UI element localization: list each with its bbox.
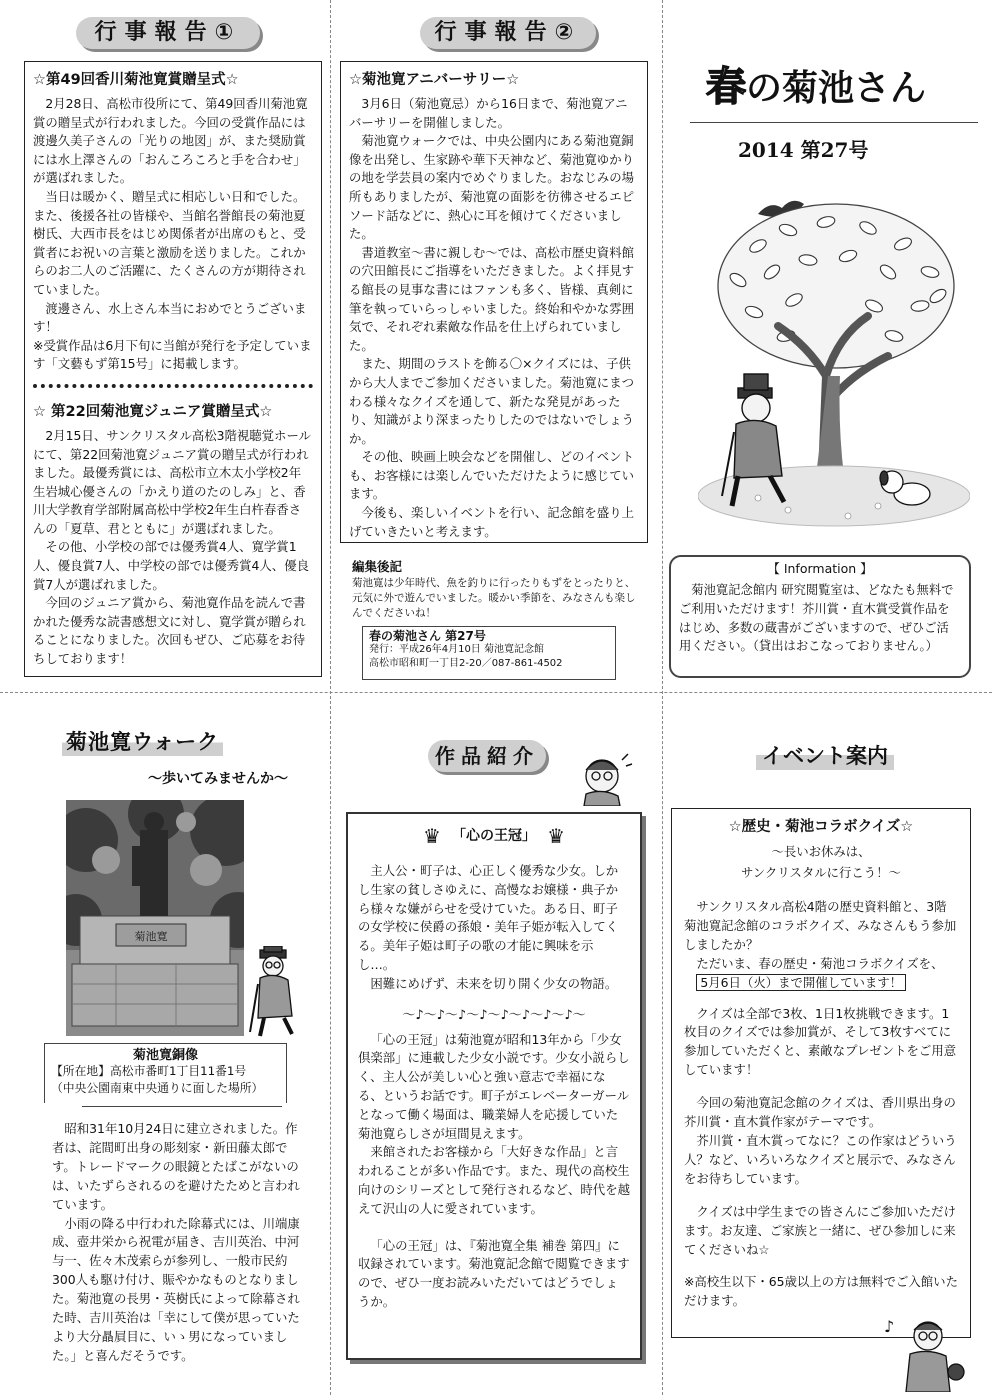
statue-location-note: （中央公園南東中央通りに面した場所） [51,1081,264,1095]
report2-title: ☆菊池寛アニバーサリー☆ [349,72,520,88]
page-fold-line [0,692,992,693]
walk-p2: 小雨の降る中行われた除幕式には、川端康成、壺井栄から祝電が届き、吉川英治、中河与一、佐々木茂索らが参列し、一般市民約300人も駆け付け、賑やかなものとなりました。菊池寛の長男・英樹氏によって除幕された時、吉川英治は「幸にして僕が思っていたより大分贔屓目に、いゝ男になっていました。」と喜んだそうです。 [52,1215,300,1363]
statue-location: 【所在地】高松市番町1丁目11番1号 [51,1064,247,1078]
report1-article2-p3: 今回のジュニア賞から、菊池寛作品を読んで書かれた優秀な読書感想文に対し、寛学賞が贈られることになりました。次回もぜひ、ご応募をお待ちしております！ [33,595,306,667]
report1-article1-p2: 当日は暖かく、贈呈式に相応しい日和でした。また、後援各社の皆様や、当館名誉館長の菊池夏樹氏、大西市長をはじめ関係者が出席のもと、受賞者にお祝いの言葉と激励を送りました。これからのお二人のご活躍に、たくさんの方が期待されていました。 [33,188,306,297]
svg-text:菊池寛: 菊池寛 [134,930,168,943]
masthead-title [706,62,926,114]
masthead-title-rest: の菊池さん [746,68,927,109]
works-wave-divider: ～♪～♪～♪～♪～♪～♪～♪～♪～ [402,1007,586,1023]
walk-heading: 菊池寛ウォーク [62,726,223,756]
walk-p1: 昭和31年10月24日に建立されました。作者は、詫間町出身の彫刻家・新田藤太郎です。トレードマークの眼鏡とたばこがないのは、いたずらされるのを避けたためと言われています。 [52,1121,300,1212]
report2-p1: 3月6日（菊池寛忌）から16日まで、菊池寛アニバーサリーを開催しました。 [349,96,628,130]
crown-icon: ♛ [547,824,566,848]
works-title: 「心の王冠」 [452,828,536,844]
report1-article1-p3: 渡邊さん、水上さん本当におめでとうございます！ [33,300,307,335]
works-box [346,812,642,1360]
report2-heading: 行事報告② [420,17,596,49]
information-box [669,555,971,678]
statue-info-rule [82,1106,282,1107]
event-p1: サンクリスタル高松4階の歴史資料館と、3階菊池寛記念館のコラボクイズ、みなさんもう参加しましたか？ [684,899,957,952]
report1-article1-p1: 2月28日、高松市役所にて、第49回香川菊池寛賞の贈呈式が行われました。今回の受賞作品には渡邊久美子さんの「光りの地図」が、また奨励賞には水上澤さんの「おんころころと手を合わせ」が選ばれました。 [33,96,308,186]
event-highlight: 5月6日（火）まで開催しています！ [696,974,906,991]
event-sub1: ～長いお休みは、 [771,844,871,859]
event-p6: クイズは中学生までの皆さんにご参加いただけます。お友達、ご家族と一緒に、ぜひ参加しに来てくださいね☆ [684,1203,956,1257]
report2-box [340,61,648,543]
event-spacer-4 [684,1259,958,1273]
report1-separator [33,384,313,388]
crown-icon: ♛ [422,824,441,848]
walk-subtitle: ～歩いてみませんか～ [148,771,288,787]
works-heading: 作品紹介 [428,740,546,772]
works-p5: 「心の王冠」は、『菊池寛全集 補巻 第四』に収録されています。菊池寛記念館で閲覧できますので、ぜひ一度お読みいただいてはどうでしょうか。 [358,1237,630,1309]
event-note: ※高校生以下・65歳以上の方は無料でご入館いただけます。 [684,1274,958,1309]
event-heading: イベント案内 [756,740,894,770]
event-spacer-1 [684,993,958,1005]
event-spacer-3 [684,1189,958,1203]
cartoon-man-illustration [248,946,304,1038]
cartoon-thinking-illustration [572,750,634,806]
information-caption: 【 Information 】 [767,561,873,576]
svg-text:♪: ♪ [884,1317,895,1336]
masthead-issue: 2014 第27号 [738,138,869,162]
report1-heading: 行事報告① [76,17,260,49]
statue-info-box [44,1043,287,1103]
report2-p2: 菊池寛ウォークでは、中央公園内にある菊池寛銅像を出発し、生家跡や華下天神など、菊池寛ゆかりの地を学芸員の案内でめぐりました。おなじみの場所もありましたが、菊池寛の面影を彷彿させるエピソード話などに、熱心に耳を傾けてくださいました。 [349,133,634,242]
report2-p5: その他、映画上映会などを開催し、どのイベントも、お客様には楽しんでいただけたように感じています。 [349,449,634,502]
works-p3: 「心の王冠」は菊池寛が昭和13年から「少女倶楽部」に連載した少女小説です。少女小説らしく、主人公が美しい心と強い意志で幸福になる、というお話です。町子がエレベーターガールとなって働く場面は、職業婦人を応援していた菊池寛らしさが垣間見えます。 [358,1031,630,1141]
walk-body [52,1120,306,1366]
report2-p3: 書道教室～書に親しむ～では、高松市歴史資料館の穴田館長にご指導をいただきました。よく拝見する館長の見事な書にはファンも多く、皆様、真剣に筆を執っていらっしゃいました。終始和やかな雰囲気で、それぞれ素敵な作品を仕上げられていました。 [349,244,634,353]
colophon-title: 春の菊池さん 第27号 [369,629,486,643]
colophon-line1: 発行：平成26年4月10日 菊池寛記念館 [369,644,544,655]
works-title-row [358,824,630,848]
report1-article1-title: ☆第49回香川菊池寛賞贈呈式☆ [33,72,239,88]
colophon-line2: 高松市昭和町一丁目2-20／087-861-4502 [369,658,563,669]
event-box [671,808,971,1338]
tree-illustration [698,176,970,532]
editor-note-text: 菊池寛は少年時代、魚を釣りに行ったりもずをとったりと、元気に外で遊んでいました。暖かい季節を、みなさんも楽しんでくださいね！ [352,577,636,619]
event-p5: 芥川賞・直木賞ってなに？この作家はどういう人？など、いろいろなクイズと展示で、みなさんをお待ちしています。 [684,1132,957,1186]
works-p2: 困難にめげず、未来を切り開く少女の物語。 [370,975,618,991]
masthead-rule [690,122,978,123]
colophon [362,626,616,680]
column-divider-left [330,0,331,1395]
event-body [684,898,958,1311]
statue-photo [66,800,244,1036]
works-p4: 来館されたお客様から「大好きな作品」と言われることが多い作品です。また、現代の高校生向けのシリーズとして発行されるなど、時代を越えて沢山の人に愛されています。 [358,1144,630,1216]
report1-article2-p1: 2月15日、サンクリスタル高松3階視聴覚ホールにて、第22回菊池寛ジュニア賞の贈呈式が行われました。最優秀賞には、高松市立木太小学校2年生岩城心優さんの「かえり道のたのしみ」と、香川大学教育学部附属高松中学校2年生白杵春香さんの「夏草、君とともに」が選ばれました。 [33,427,311,536]
column-divider-right [662,0,663,1395]
event-p2: ただいま、春の歴史・菊池コラボクイズを、 [696,955,944,971]
report1-article2-p2: その他、小学校の部では優秀賞4人、寛学賞1人、優良賞7人、中学校の部では優秀賞4人、優良賞7人が選ばれました。 [33,539,309,592]
event-p4: 今回の菊池寛記念館のクイズは、香川県出身の芥川賞・直木賞作家がテーマです。 [684,1095,956,1130]
event-spacer-2 [684,1080,958,1094]
event-title: ☆歴史・菊池コラボクイズ☆ [728,819,914,835]
editor-note-title: 編集後記 [352,559,403,574]
information-text: 菊池寛記念館内 研究閲覧室は、どなたも無料でご利用いただけます！芥川賞・直木賞受賞作品をはじめ、多数の蔵書がございますので、ぜひご活用ください。（貸出はおこなっておりません。） [679,583,954,654]
event-p3: クイズは全部で3枚、1日1枚挑戦できます。1枚目のクイズでは参加賞が、そして3枚すべてに参加していただくと、素敵なプレゼントをご用意しています！ [684,1005,957,1078]
event-sub2: サンクリスタルに行こう！～ [741,865,901,880]
statue-title: 菊池寛銅像 [132,1048,198,1063]
works-spacer [358,1219,630,1237]
report1-article2-title: ☆ 第22回菊池寛ジュニア賞贈呈式☆ [33,403,273,420]
report2-p4: また、期間のラストを飾る〇×クイズには、子供から大人までご参加くださいました。菊池寛にまつわる様々なクイズを通して、新たな発見があったり、知識がより深まったりしたのではないでしょうか。 [349,356,634,446]
masthead-spring: 春 [706,64,746,110]
works-p1: 主人公・町子は、心正しく優秀な少女。しかし生家の貧しさゆえに、高慢なお嬢様・典子から様々な嫌がらせを受けていた。ある日、町子の女学校に侯爵の孫娘・美年子姫が転入してくる。美年子姫は町子の歌の才能に興味を示し…。 [358,863,619,972]
cartoon-singing-illustration [880,1310,980,1392]
report1-article1-note: ※受賞作品は6月下旬に当館が発行を予定しています「文藝もず第15号」に掲載します。 [33,337,312,372]
report2-p6: 今後も、楽しいイベントを行い、記念館を盛り上げていきたいと考えます。 [349,505,634,539]
report1-box [24,61,322,677]
